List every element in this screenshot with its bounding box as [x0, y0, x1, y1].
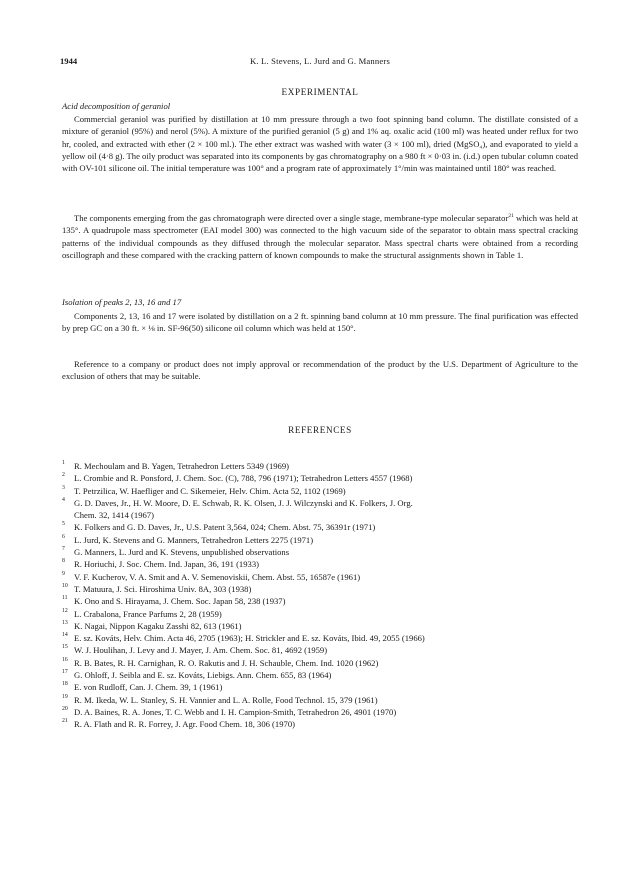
running-header-authors: K. L. Stevens, L. Jurd and G. Manners: [249, 56, 391, 66]
reference-text: D. A. Baines, R. A. Jones, T. C. Webb and I. H. Campion-Smith, Tetrahedron 26, 4901 (1970): [74, 706, 397, 717]
reference-item: [62, 485, 578, 497]
reference-number: 9: [62, 570, 65, 577]
paragraph-text: Components 2, 13, 16 and 17 were isolated by distillation on a 2 ft. spinning band column at 10 mm pressure. The final purification was effected by prep GC on a 30 ft. × ⅛ in. SF-96(50) silicone oil column which was held at 150°.: [62, 311, 578, 334]
reference-number: 14: [62, 632, 68, 639]
reference-text: L. Crombie and R. Ponsford, J. Chem. Soc. (C), 788, 796 (1971); Tetrahedron Letters 4557 (1968): [74, 473, 413, 484]
reference-text: E. von Rudloff, Can. J. Chem. 39, 1 (1961): [74, 682, 223, 693]
reference-item: [62, 460, 578, 472]
reference-number: 16: [62, 656, 68, 663]
paragraph-text: which was held at 135°. A quadrupole mass spectrometer (EAI model 300) was connected to the high vacuum side of the separator to obtain mass spectral cracking patterns of the individual compounds as they diffused through the molecular separator. Mass spectral charts were obtained from a recording oscillograph and these compared with the cracking pattern of known compounds to make the structural assignments shown in Table 1.: [62, 213, 578, 260]
page-number: 1944: [60, 56, 78, 66]
reference-text-continued: Chem. 32, 1414 (1967): [74, 510, 154, 521]
reference-text: R. B. Bates, R. H. Carnighan, R. O. Rakutis and J. H. Schauble, Chem. Ind. 1020 (1962): [74, 657, 379, 668]
reference-number: 17: [62, 669, 68, 676]
reference-text: L. Jurd, K. Stevens and G. Manners, Tetrahedron Letters 2275 (1971): [74, 534, 314, 545]
reference-item: [62, 472, 578, 484]
reference-text: W. J. Houlihan, J. Levy and J. Mayer, J. Am. Chem. Soc. 81, 4692 (1959): [74, 645, 328, 656]
reference-text: G. D. Daves, Jr., H. W. Moore, D. E. Schwab, R. K. Olsen, J. J. Wilczynski and K. Folkers, J. Org.: [74, 497, 413, 508]
reference-text: V. F. Kucherov, V. A. Smit and A. V. Semenoviskii, Chem. Abst. 55, 16587e (1961): [74, 571, 361, 582]
reference-text: R. Mechoulam and B. Yagen, Tetrahedron Letters 5349 (1969): [74, 461, 289, 471]
reference-text: R. A. Flath and R. R. Forrey, J. Agr. Food Chem. 18, 306 (1970): [74, 719, 295, 730]
reference-text: R. M. Ikeda, W. L. Stanley, S. H. Vannier and L. A. Rolle, Food Technol. 15, 379 (1961): [74, 694, 378, 705]
reference-text: G. Ohloff, J. Seibla and E. sz. Kováts, Liebigs. Ann. Chem. 655, 83 (1964): [74, 670, 332, 681]
reference-text: T. Matuura, J. Sci. Hiroshima Univ. 8A, 303 (1938): [74, 583, 252, 594]
reference-item: [62, 718, 578, 730]
reference-number: 18: [62, 681, 68, 688]
reference-text: T. Petrzilica, W. Haefliger and C. Sikemeier, Helv. Chim. Acta 52, 1102 (1969): [74, 485, 346, 496]
paragraph-geraniol-purification: [62, 113, 578, 174]
reference-number: 19: [62, 693, 68, 700]
reference-number: 6: [62, 533, 65, 540]
reference-text: G. Manners, L. Jurd and K. Stevens, unpublished observations: [74, 547, 290, 558]
reference-text: K. Folkers and G. D. Daves, Jr., U.S. Patent 3,564, 024; Chem. Abst. 75, 36391r (1971): [74, 522, 376, 533]
reference-item: [62, 620, 578, 632]
paragraph-text: The components emerging from the gas chromatograph were directed over a single stage, membrane-type molecular separator: [74, 213, 509, 223]
reference-item: [62, 608, 578, 620]
reference-number: 2: [62, 472, 65, 479]
reference-item: [62, 534, 578, 546]
reference-item: [62, 571, 578, 583]
subheading-isolation: Isolation of peaks 2, 13, 16 and 17: [62, 297, 182, 307]
reference-item: [62, 669, 578, 681]
reference-item: [62, 644, 578, 656]
reference-item: [62, 497, 578, 522]
reference-number: 20: [62, 705, 68, 712]
reference-item: [62, 706, 578, 718]
reference-item: [62, 558, 578, 570]
reference-text: K. Ono and S. Hirayama, J. Chem. Soc. Japan 58, 238 (1937): [74, 596, 286, 607]
reference-text: R. Horiuchi, J. Soc. Chem. Ind. Japan, 36, 191 (1933): [74, 559, 259, 570]
reference-text: E. sz. Kováts, Helv. Chim. Acta 46, 2705 (1963); H. Strickler and E. sz. Kováts, Ibid. 49, 2055 (1966): [74, 633, 425, 644]
reference-number: 7: [62, 546, 65, 553]
reference-number: 21: [62, 718, 68, 725]
experimental-heading: EXPERIMENTAL: [281, 87, 359, 97]
reference-number: 12: [62, 607, 68, 614]
reference-item: [62, 546, 578, 558]
paragraph-mass-spectrometry: [62, 212, 578, 261]
subheading-acid-decomposition: Acid decomposition of geraniol: [62, 101, 171, 111]
reference-item: [62, 681, 578, 693]
reference-number: 5: [62, 521, 65, 528]
references-heading: REFERENCES: [288, 425, 352, 435]
paragraph-text: Reference to a company or product does not imply approval or recommendation of the product by the U.S. Department of Agriculture to the exclusion of others that may be suitable.: [62, 359, 578, 382]
reference-number: 10: [62, 582, 68, 589]
reference-number: 13: [62, 619, 68, 626]
reference-number: 15: [62, 644, 68, 651]
reference-item: [62, 583, 578, 595]
reference-number: 3: [62, 484, 65, 491]
reference-number: 11: [62, 595, 68, 602]
running-header: [60, 56, 580, 70]
reference-item: [62, 632, 578, 644]
paragraph-text: Commercial geraniol was purified by distillation at 10 mm pressure through a two foot spinning band column. The distillate consisted of a mixture of geraniol (95%) and nerol (5%). A mixture of the purified geraniol (5 g) and 1% aq. oxalic acid (100 ml) was heated under reflux for two hr, cooled, and extracted with ether (2 × 100 ml.). The ether extract was washed with water (3 × 100 ml), dried (MgSO₄), and evaporated to yield a yellow oil (4·8 g). The oily product was separated into its components by gas chromatography on a 980 ft × 0·03 in. (i.d.) open tubular column coated with OV-101 silicone oil. The initial temperature was 100° and a program rate of approximately 1°/min was maintained until 180° was reached.: [62, 114, 578, 174]
reference-item: [62, 657, 578, 669]
reference-item: [62, 694, 578, 706]
reference-text: K. Nagai, Nippon Kagaku Zasshi 82, 613 (1961): [74, 620, 242, 631]
reference-number: 4: [62, 496, 65, 503]
reference-text: L. Crabalona, France Parfums 2, 28 (1959): [74, 608, 222, 619]
reference-item: [62, 595, 578, 607]
citation-superscript: 21: [508, 213, 514, 219]
reference-item: [62, 521, 578, 533]
reference-number: 8: [62, 558, 65, 565]
paragraph-isolation: [62, 310, 578, 335]
references-list: [62, 460, 578, 731]
paragraph-disclaimer: [62, 358, 578, 383]
reference-number: 1: [62, 460, 65, 466]
